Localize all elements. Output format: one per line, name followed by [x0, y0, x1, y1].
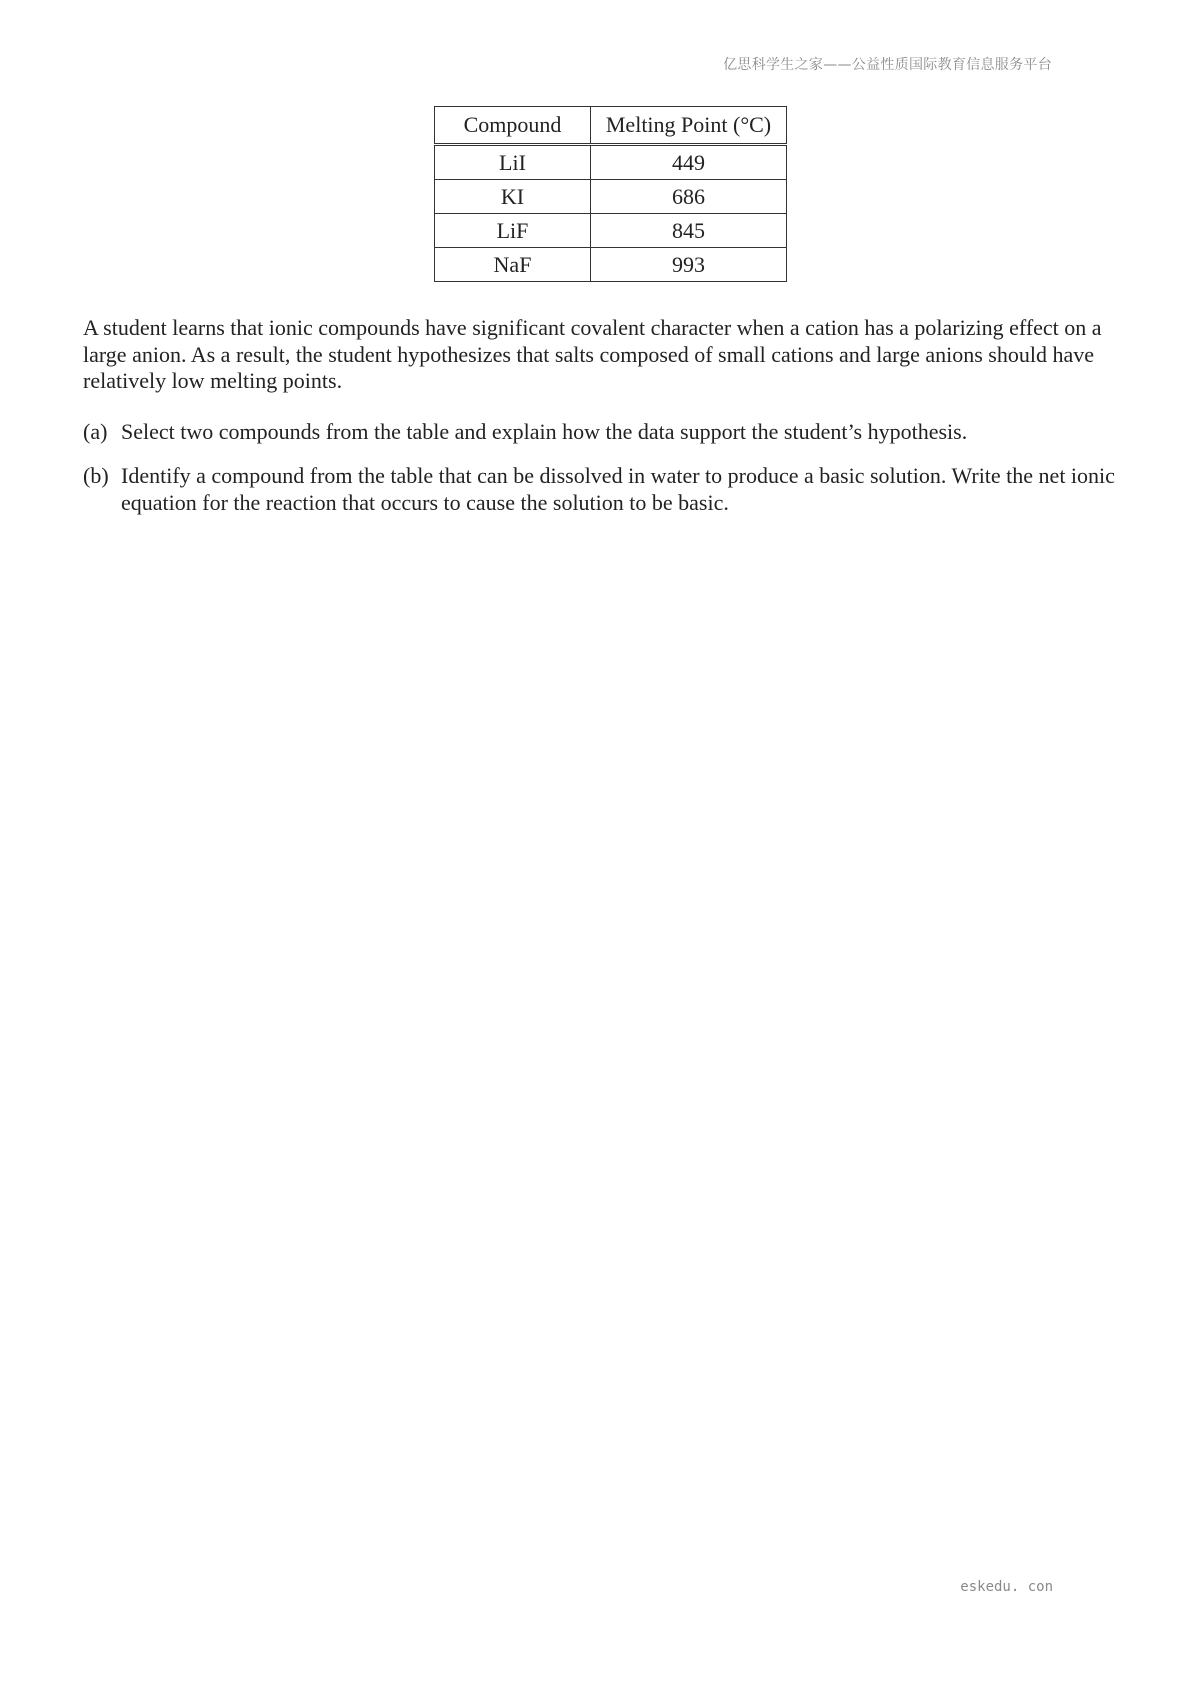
- table-cell-melting-point: 993: [591, 248, 787, 282]
- page-header: 亿思科学生之家——公益性质国际教育信息服务平台: [723, 57, 1052, 73]
- table-row: [435, 180, 787, 214]
- table-cell-melting-point: 449: [591, 145, 787, 180]
- table-row: [435, 145, 787, 180]
- table-cell-compound: LiF: [435, 214, 591, 248]
- question-label: (b): [83, 463, 109, 488]
- table-cell-melting-point: 845: [591, 214, 787, 248]
- column-header-melting-point: Melting Point (°C): [591, 107, 787, 145]
- question-text: Identify a compound from the table that can be dissolved in water to produce a basic solution. Write the net ionic equation for the reaction that occurs to cause the solution to be basic.: [121, 463, 1115, 515]
- column-header-compound: Compound: [435, 107, 591, 145]
- melting-point-table: [434, 106, 787, 282]
- page-footer: eskedu. con: [960, 1579, 1053, 1595]
- question-a: [83, 419, 1123, 446]
- table-header-row: [435, 107, 787, 145]
- question-label: (a): [83, 419, 108, 444]
- table-cell-melting-point: 686: [591, 180, 787, 214]
- question-text: Select two compounds from the table and explain how the data support the student’s hypothesis.: [121, 419, 968, 444]
- table-row: [435, 214, 787, 248]
- table-row: [435, 248, 787, 282]
- table-cell-compound: KI: [435, 180, 591, 214]
- intro-paragraph: A student learns that ionic compounds have significant covalent character when a cation has a polarizing effect on a large anion. As a result, the student hypothesizes that salts composed of small cations and large anions should have relatively low melting points.: [83, 315, 1102, 393]
- table-cell-compound: NaF: [435, 248, 591, 282]
- table-cell-compound: LiI: [435, 145, 591, 180]
- question-b: [83, 463, 1123, 516]
